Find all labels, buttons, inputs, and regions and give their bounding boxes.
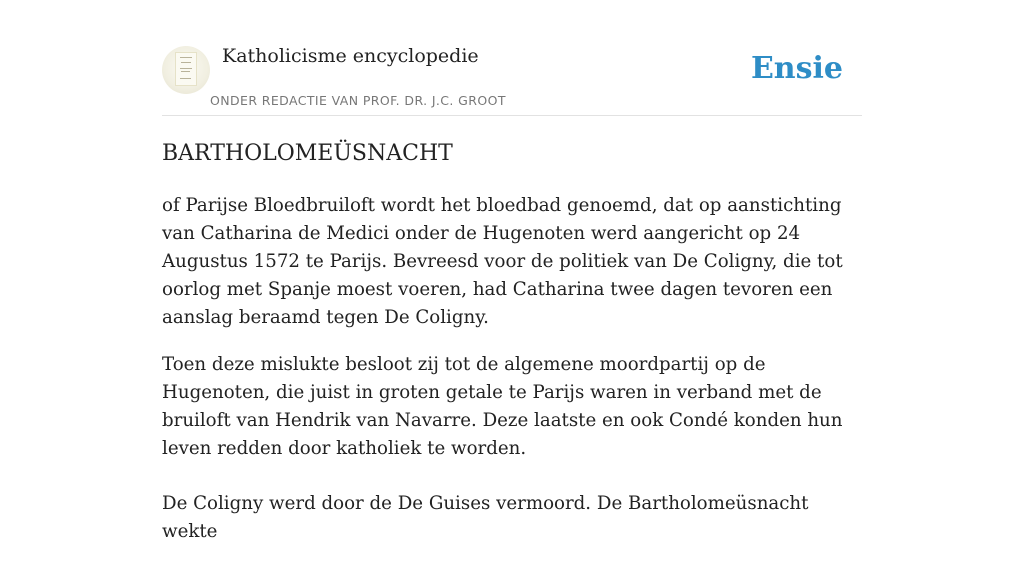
encyclopedie-title[interactable]: Katholicisme encyclopedie bbox=[222, 45, 479, 67]
article-title: BARTHOLOMEÜSNACHT bbox=[162, 141, 453, 166]
ensie-logo[interactable]: Ensie bbox=[750, 51, 843, 86]
article-paragraph: De Coligny werd door de De Guises vermoord. De Bartholomeüsnacht wekte bbox=[162, 493, 809, 542]
article-paragraph: of Parijse Bloedbruiloft wordt het bloedbad genoemd, dat op aanstichting van Catharina de Medici onder de Hugenoten werd aangericht op 24 Augustus 1572 te Parijs. Bevreesd voor de politiek van De Coligny, die tot oorlog met Spanje moest voeren, had Catharina twee dagen tevoren een aanslag beraamd tegen De Coligny. bbox=[162, 195, 843, 328]
site-header bbox=[162, 0, 862, 116]
editor-line: ONDER REDACTIE VAN PROF. DR. J.C. GROOT bbox=[210, 93, 506, 108]
article-body bbox=[162, 192, 862, 565]
page bbox=[162, 0, 862, 542]
article-paragraph: Toen deze mislukte besloot zij tot de algemene moordpartij op de Hugenoten, die juist in groten getale te Parijs waren in verband met de bruiloft van Hendrik van Navarre. Deze laatste en ook Condé konden hun leven redden door katholiek te worden. bbox=[162, 354, 843, 459]
book-cover-thumbnail-icon[interactable] bbox=[162, 46, 210, 94]
book-cover bbox=[175, 52, 197, 86]
